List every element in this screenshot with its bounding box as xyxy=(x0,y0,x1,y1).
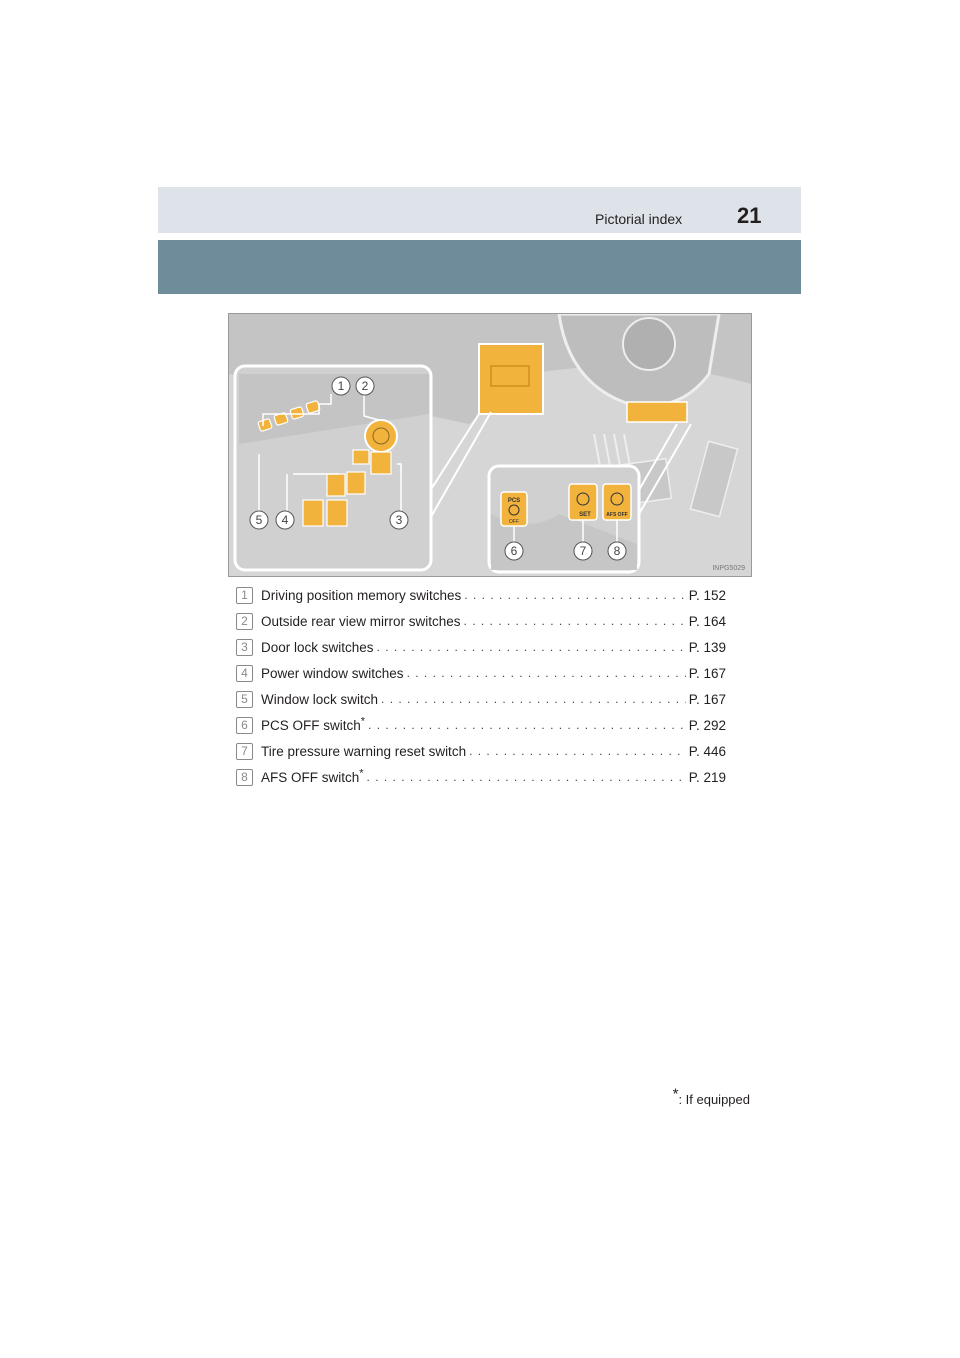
item-label: PCS OFF switch* xyxy=(261,715,366,733)
pcs-label-top: PCS xyxy=(507,498,521,504)
item-label: Outside rear view mirror switches xyxy=(261,613,461,629)
pictorial-index-list xyxy=(236,582,726,790)
item-number-badge: 6 xyxy=(236,717,253,734)
item-number-badge: 4 xyxy=(236,665,253,682)
page-reference[interactable]: P. 219 xyxy=(688,769,726,785)
afs-off-label: AFS OFF xyxy=(606,512,628,518)
pcs-label-bottom: OFF xyxy=(509,519,519,525)
callout-3: 3 xyxy=(395,513,403,527)
dot-leader xyxy=(367,770,686,784)
illustration-code: INPG5029 xyxy=(712,565,745,572)
item-number-badge: 3 xyxy=(236,639,253,656)
item-label: Driving position memory switches xyxy=(261,587,462,603)
list-item xyxy=(236,634,726,660)
item-number-badge: 8 xyxy=(236,769,253,786)
dot-leader xyxy=(469,744,686,758)
dot-leader xyxy=(368,718,686,732)
item-label: Power window switches xyxy=(261,665,404,681)
callout-6: 6 xyxy=(510,544,518,558)
callout-7: 7 xyxy=(579,544,587,558)
item-number-badge: 1 xyxy=(236,587,253,604)
page-reference[interactable]: P. 164 xyxy=(688,613,726,629)
item-label: AFS OFF switch* xyxy=(261,767,364,785)
page-reference[interactable]: P. 446 xyxy=(688,743,726,759)
page-reference[interactable]: P. 167 xyxy=(688,665,726,681)
item-number-badge: 5 xyxy=(236,691,253,708)
list-item xyxy=(236,660,726,686)
section-band xyxy=(158,240,801,294)
page-reference[interactable]: P. 167 xyxy=(688,691,726,707)
tire-set-label: SET xyxy=(579,512,591,518)
page-number: 21 xyxy=(737,203,762,228)
footnote: *: If equipped xyxy=(672,1085,750,1107)
list-item xyxy=(236,608,726,634)
header-title: Pictorial index xyxy=(595,211,683,227)
dot-leader xyxy=(377,640,686,654)
switch-location-illustration xyxy=(228,313,752,577)
item-number-badge: 2 xyxy=(236,613,253,630)
item-label: Window lock switch xyxy=(261,691,379,707)
list-item xyxy=(236,712,726,738)
list-item xyxy=(236,738,726,764)
list-item xyxy=(236,764,726,790)
item-label: Door lock switches xyxy=(261,639,374,655)
page-reference[interactable]: P. 139 xyxy=(688,639,726,655)
page-reference[interactable]: P. 152 xyxy=(688,587,726,603)
callout-5: 5 xyxy=(255,513,263,527)
callout-4: 4 xyxy=(281,513,289,527)
callout-8: 8 xyxy=(613,544,621,558)
page-reference[interactable]: P. 292 xyxy=(688,717,726,733)
header-bar xyxy=(158,187,801,233)
list-item xyxy=(236,582,726,608)
dot-leader xyxy=(407,666,686,680)
dot-leader xyxy=(464,614,686,628)
item-label: Tire pressure warning reset switch xyxy=(261,743,467,759)
callout-2: 2 xyxy=(361,379,369,393)
dot-leader xyxy=(464,588,685,602)
list-item xyxy=(236,686,726,712)
callout-1: 1 xyxy=(337,379,345,393)
dot-leader xyxy=(381,692,686,706)
item-number-badge: 7 xyxy=(236,743,253,760)
